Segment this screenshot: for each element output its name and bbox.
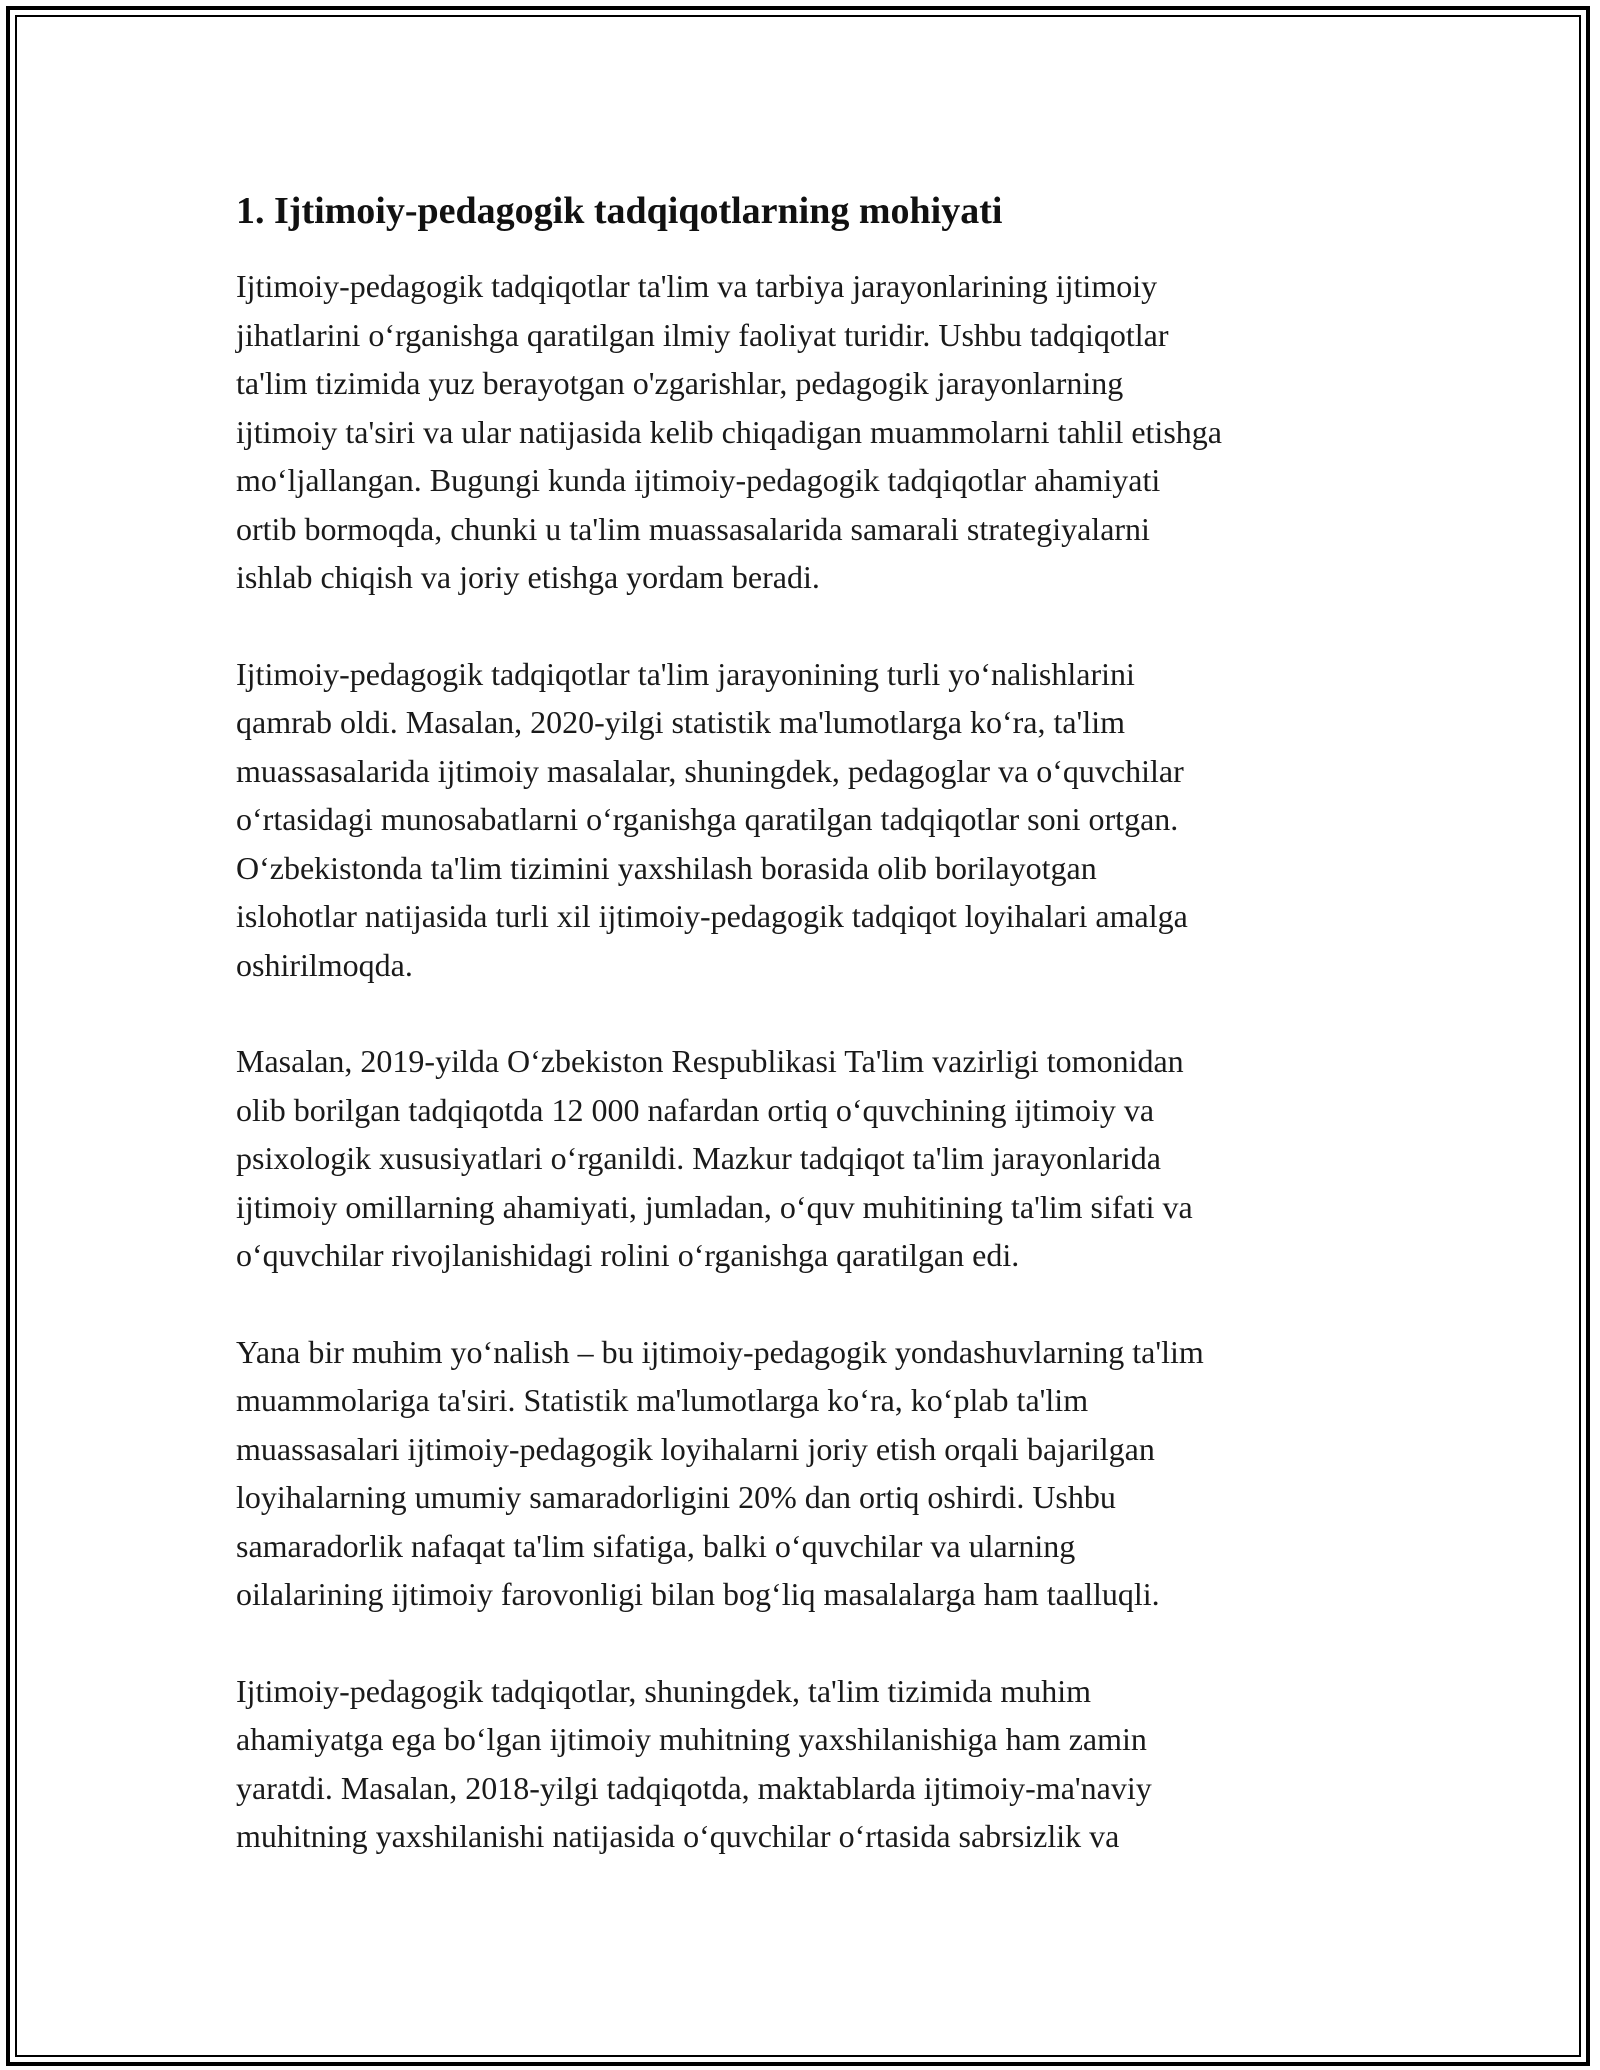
paragraph-5 [236, 1667, 1386, 1861]
text-line: ta'lim tizimida yuz berayotgan o'zgarishlar, pedagogik jarayonlarning [236, 365, 1124, 401]
text-line: muhitning yaxshilanishi natijasida o‘quvchilar o‘rtasida sabrsizlik va [236, 1818, 1120, 1854]
text-line: Ijtimoiy-pedagogik tadqiqotlar, shuningdek, ta'lim tizimida muhim [236, 1672, 1092, 1709]
text-line: Ijtimoiy-pedagogik tadqiqotlar ta'lim jarayonining turli yo‘nalishlarini [236, 655, 1135, 692]
text-line: mo‘ljallangan. Bugungi kunda ijtimoiy-pedagogik tadqiqotlar ahamiyati [236, 462, 1161, 498]
text-line: yaratdi. Masalan, 2018-yilgi tadqiqotda, maktablarda ijtimoiy-ma'naviy [236, 1769, 1152, 1806]
paragraph-2 [236, 650, 1386, 990]
paragraph-3 [236, 1037, 1386, 1280]
text-line: oilalarining ijtimoiy farovonligi bilan bog‘liq masalalarga ham taalluqli. [236, 1576, 1160, 1612]
text-line: jihatlarini o‘rganishga qaratilgan ilmiy faoliyat turidir. Ushbu tadqiqotlar [236, 316, 1169, 353]
text-line: qamrab oldi. Masalan, 2020-yilgi statistik ma'lumotlarga ko‘ra, ta'lim [236, 704, 1125, 740]
document-body [236, 188, 1386, 1909]
text-line: muassasalarida ijtimoiy masalalar, shuningdek, pedagoglar va o‘quvchilar [236, 752, 1184, 789]
section-heading: 1. Ijtimoiy-pedagogik tadqiqotlarning mohiyati [236, 190, 1003, 232]
text-line: islohotlar natijasida turli xil ijtimoiy-pedagogik tadqiqot loyihalari amalga [236, 898, 1188, 934]
text-line: muassasalari ijtimoiy-pedagogik loyihalarni joriy etish orqali bajarilgan [236, 1430, 1155, 1467]
paragraph-1 [236, 262, 1386, 602]
text-line: ahamiyatga ega bo‘lgan ijtimoiy muhitning yaxshilanishiga ham zamin [236, 1721, 1147, 1757]
text-line: muammolariga ta'siri. Statistik ma'lumotlarga ko‘ra, ko‘plab ta'lim [236, 1382, 1089, 1418]
text-line: Yana bir muhim yo‘nalish – bu ijtimoiy-pedagogik yondashuvlarning ta'lim [236, 1333, 1204, 1370]
text-line: o‘rtasidagi munosabatlarni o‘rganishga qaratilgan tadqiqotlar soni ortgan. [236, 801, 1179, 837]
text-line: ishlab chiqish va joriy etishga yordam beradi. [236, 559, 820, 595]
paragraph-4 [236, 1328, 1386, 1619]
text-line: loyihalarning umumiy samaradorligini 20% dan ortiq oshirdi. Ushbu [236, 1479, 1116, 1515]
text-line: ijtimoiy ta'siri va ular natijasida kelib chiqadigan muammolarni tahlil etishga [236, 413, 1222, 450]
text-line: O‘zbekistonda ta'lim tizimini yaxshilash borasida olib borilayotgan [236, 849, 1097, 886]
text-line: oshirilmoqda. [236, 946, 413, 983]
text-line: samaradorlik nafaqat ta'lim sifatiga, balki o‘quvchilar va ularning [236, 1527, 1076, 1564]
text-line: Masalan, 2019-yilda O‘zbekiston Respublikasi Ta'lim vazirligi tomonidan [236, 1043, 1184, 1079]
text-line: psixologik xususiyatlari o‘rganildi. Mazkur tadqiqot ta'lim jarayonlarida [236, 1140, 1161, 1176]
text-line: ortib bormoqda, chunki u ta'lim muassasalarida samarali strategiyalarni [236, 510, 1150, 547]
text-line: ijtimoiy omillarning ahamiyati, jumladan, o‘quv muhitining ta'lim sifati va [236, 1188, 1193, 1225]
text-line: o‘quvchilar rivojlanishidagi rolini o‘rganishga qaratilgan edi. [236, 1237, 1020, 1273]
text-line: olib borilgan tadqiqotda 12 000 nafardan ortiq o‘quvchining ijtimoiy va [236, 1091, 1155, 1128]
text-line: Ijtimoiy-pedagogik tadqiqotlar ta'lim va tarbiya jarayonlarining ijtimoiy [236, 268, 1158, 304]
